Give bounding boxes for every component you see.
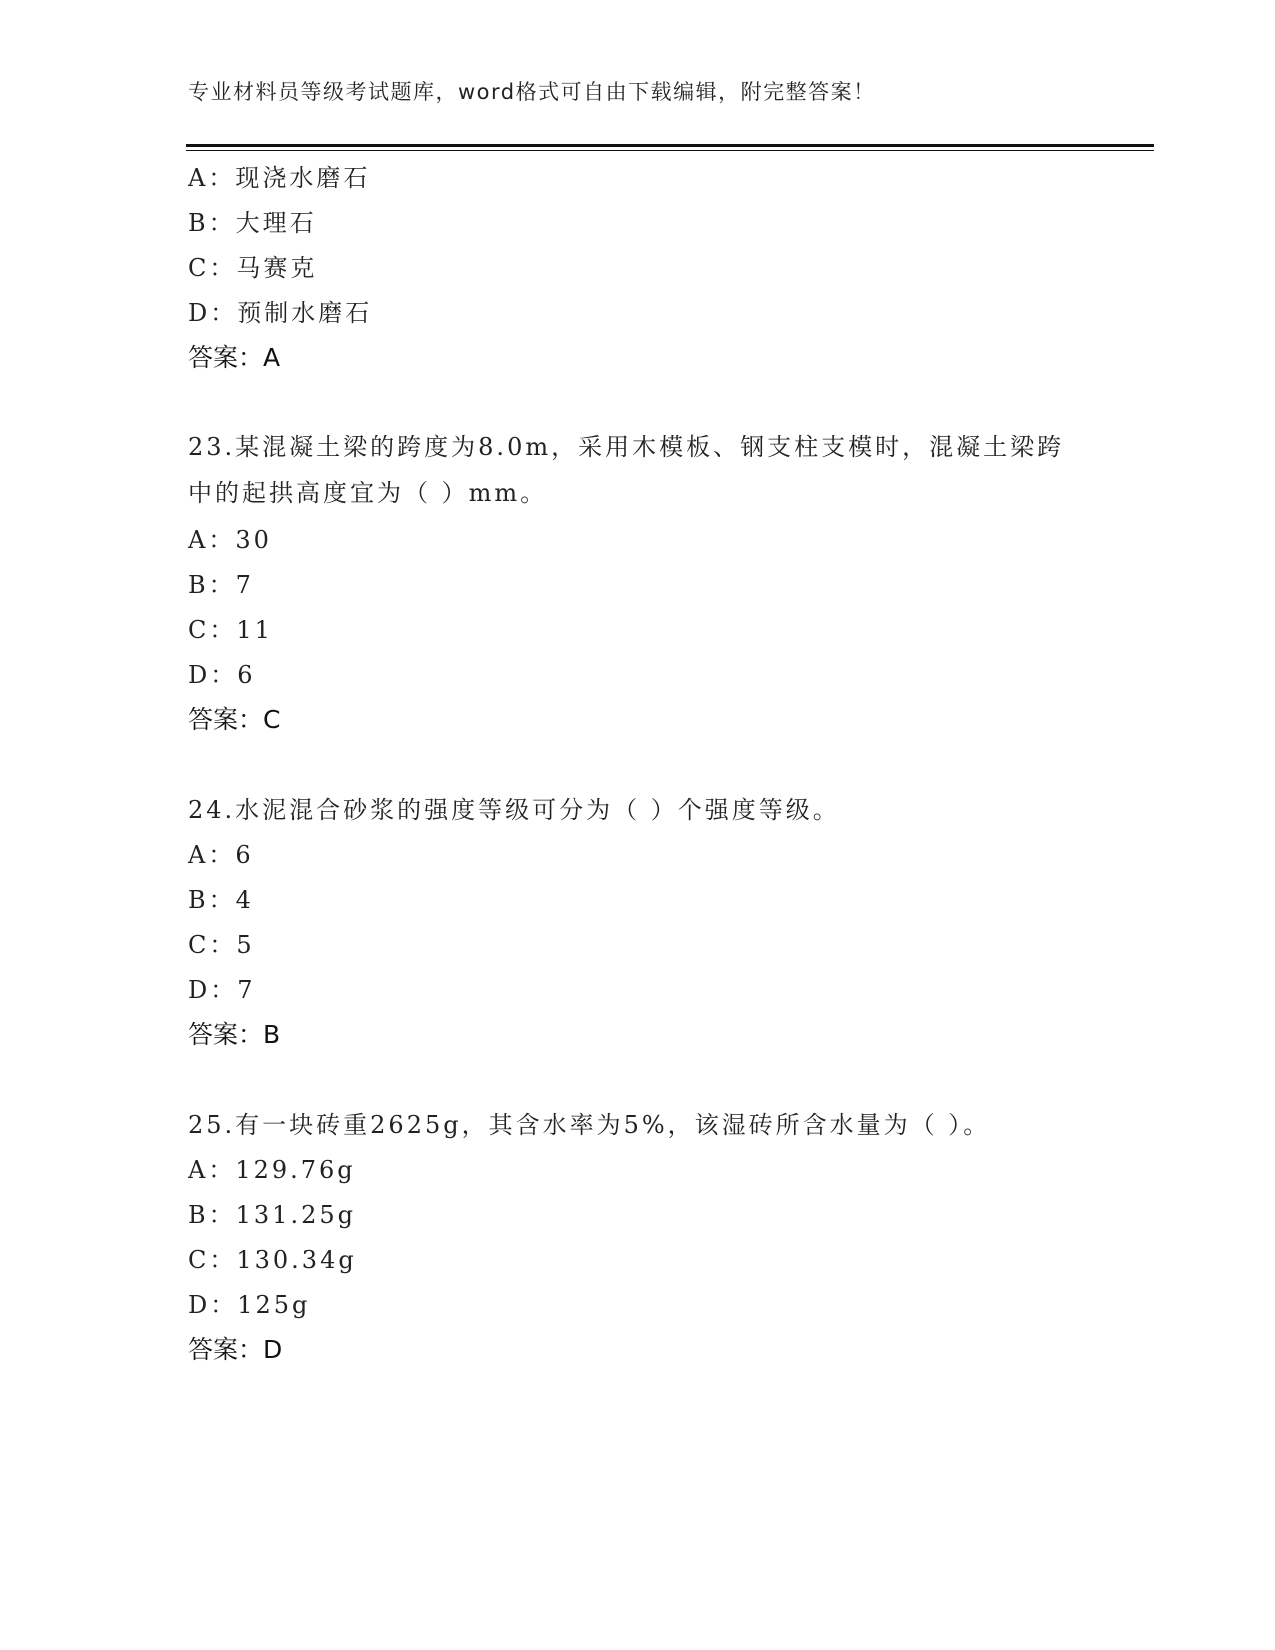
q22-answer: 答案：A [188,343,281,372]
header-rule-thick [186,144,1154,147]
q24-stem: 24.水泥混合砂浆的强度等级可分为（ ）个强度等级。 [188,796,840,824]
q22-option-d: D：预制水磨石 [188,299,373,327]
q24-option-c: C：5 [188,931,255,959]
q25-stem: 25.有一块砖重2625g，其含水率为5%，该湿砖所含水量为（ ）。 [188,1111,991,1139]
q22-option-b: B：大理石 [188,209,317,237]
q23-option-b: B：7 [188,571,254,599]
q25-option-b: B：131.25g [188,1201,356,1229]
q25-option-d: D：125g [188,1291,311,1319]
q24-option-a: A：6 [188,841,254,869]
header-rule-thin [186,150,1154,151]
q25-option-a: A：129.76g [188,1156,356,1184]
q23-option-d: D：6 [188,661,256,689]
q24-option-b: B：4 [188,886,254,914]
q24-answer: 答案：B [188,1020,281,1049]
q24-option-d: D：7 [188,976,256,1004]
q25-option-c: C：130.34g [188,1246,357,1274]
q23-stem: 23.某混凝土梁的跨度为8.0m，采用木模板、钢支柱支模时，混凝土梁跨中的起拱高度宜为（ ）mm。 [188,433,1065,507]
q22-option-c: C：马赛克 [188,254,318,282]
q22-option-a: A：现浇水磨石 [188,164,371,192]
q25-answer: 答案：D [188,1335,283,1364]
page-header: 专业材料员等级考试题库，word格式可自由下载编辑，附完整答案！ [188,80,876,104]
q23-answer: 答案：C [188,705,281,734]
q23-option-c: C：11 [188,616,273,644]
q23-option-a: A：30 [188,526,272,554]
